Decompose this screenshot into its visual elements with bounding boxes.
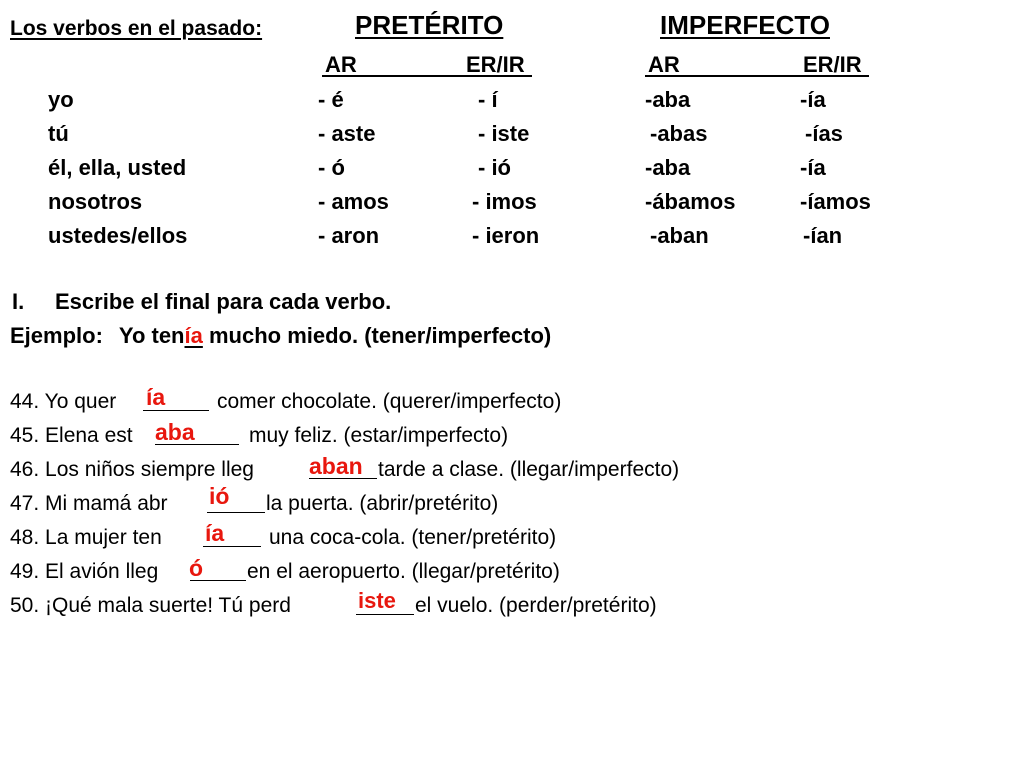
exercise-answer: aban	[309, 453, 363, 479]
exercise-tail: muy feliz. (estar/imperfecto)	[249, 424, 509, 447]
pret-erir-cell: - ieron	[472, 223, 540, 248]
subheader-imp-erir: ER/IR	[803, 52, 862, 77]
pret-erir-cell: - ió	[478, 155, 511, 180]
pret-ar-cell: - aron	[318, 223, 380, 248]
pret-erir-cell: - í	[478, 87, 498, 112]
exercise-item: 48. La mujer ten	[10, 526, 162, 549]
exercise-tail: una coca-cola. (tener/pretérito)	[269, 526, 557, 549]
imp-ar-cell: -aba	[645, 87, 691, 112]
pret-erir-cell: - iste	[478, 121, 530, 146]
subject-cell: tú	[48, 121, 69, 146]
exercise-item: 46. Los niños siempre lleg	[10, 458, 254, 481]
subject-cell: nosotros	[48, 189, 143, 214]
exercise-answer: ía	[205, 520, 225, 546]
answer-blank[interactable]	[203, 546, 261, 547]
exercise-answer: ó	[189, 555, 204, 581]
answer-blank[interactable]	[207, 512, 265, 513]
imp-erir-cell: -ías	[805, 121, 843, 146]
example-label: Ejemplo:	[10, 323, 103, 348]
imperfecto-heading: IMPERFECTO	[660, 10, 830, 40]
exercise-item: 45. Elena est	[10, 424, 133, 447]
exercise-item: 44. Yo quer	[10, 390, 117, 413]
example-pre: Yo ten	[118, 323, 185, 348]
exercise-item: 49. El avión lleg	[10, 560, 159, 583]
imp-erir-cell: -ían	[803, 223, 843, 248]
example-line	[10, 325, 551, 347]
exercise-tail: la puerta. (abrir/pretérito)	[266, 492, 499, 515]
imp-ar-cell: -abas	[650, 121, 708, 146]
page-title: Los verbos en el pasado:	[10, 17, 263, 40]
answer-blank[interactable]	[356, 614, 414, 615]
pret-ar-cell: - amos	[318, 189, 389, 214]
exercise-answer: ía	[146, 384, 166, 410]
imp-ar-cell: -ábamos	[645, 189, 736, 214]
subject-cell: él, ella, usted	[48, 155, 187, 180]
exercise-item: 50. ¡Qué mala suerte! Tú perd	[10, 594, 291, 617]
exercise-answer: aba	[155, 419, 195, 445]
exercise-tail: comer chocolate. (querer/imperfecto)	[217, 390, 562, 413]
exercise-answer: iste	[358, 588, 396, 613]
answer-blank[interactable]	[143, 410, 209, 411]
subheader-pret-ar: AR	[325, 52, 357, 77]
example-answer: ía	[184, 323, 203, 348]
preterito-heading: PRETÉRITO	[355, 10, 504, 40]
imp-erir-cell: -ía	[800, 87, 826, 112]
subheader-imp-ar: AR	[648, 52, 680, 77]
exercise-item: 47. Mi mamá abr	[10, 492, 168, 515]
instruction-numeral: I.	[12, 289, 25, 314]
pret-ar-cell: - é	[318, 87, 344, 112]
pret-ar-cell: - ó	[318, 155, 345, 180]
pret-ar-cell: - aste	[318, 121, 376, 146]
imp-erir-cell: -íamos	[800, 189, 871, 214]
example-post: mucho miedo. (tener/imperfecto)	[202, 323, 552, 348]
instruction-text: Escribe el final para cada verbo.	[55, 289, 392, 314]
subject-cell: ustedes/ellos	[48, 223, 188, 248]
exercise-tail: tarde a clase. (llegar/imperfecto)	[378, 458, 680, 481]
exercise-tail: el vuelo. (perder/pretérito)	[415, 594, 657, 617]
exercise-answer: ió	[209, 483, 230, 509]
imp-erir-cell: -ía	[800, 155, 826, 180]
subheader-pret-erir: ER/IR	[466, 52, 525, 77]
pret-erir-cell: - imos	[472, 189, 537, 214]
imp-ar-cell: -aba	[645, 155, 691, 180]
subject-cell: yo	[48, 87, 74, 112]
exercise-tail: en el aeropuerto. (llegar/pretérito)	[247, 560, 560, 583]
imp-ar-cell: -aban	[650, 223, 709, 248]
